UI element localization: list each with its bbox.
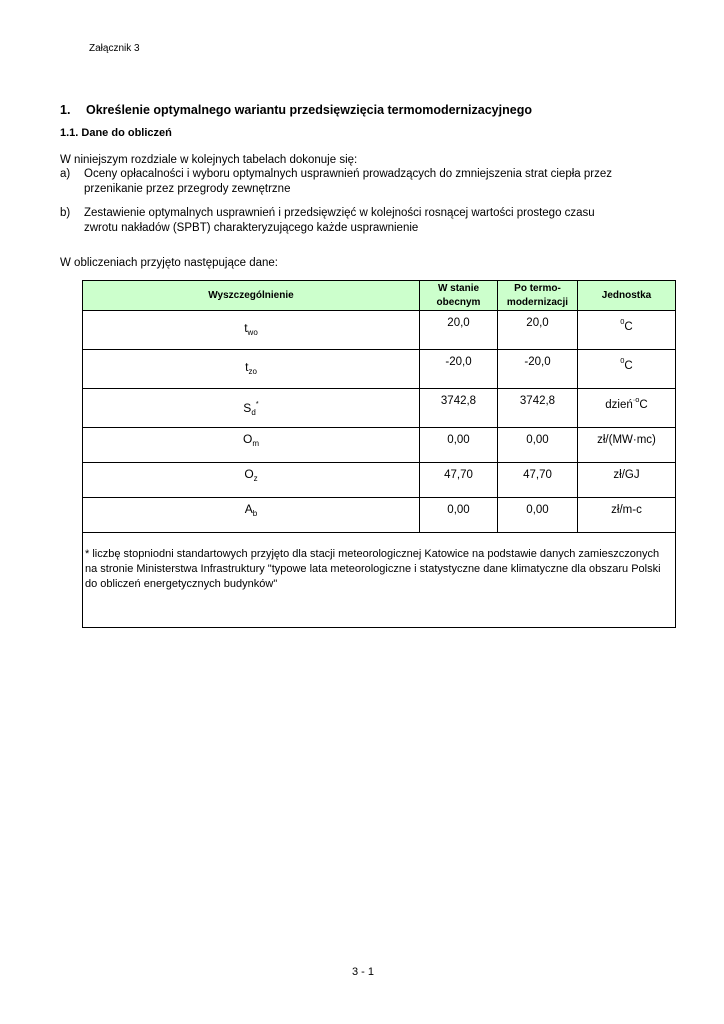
symbol-cell: $A_b$: [83, 498, 420, 533]
list-item-label: b): [60, 207, 71, 219]
after-value-cell: 47,70: [498, 463, 578, 498]
section-heading: [60, 103, 532, 117]
current-value-cell: 0,00: [420, 498, 498, 533]
after-value-cell: 0,00: [498, 498, 578, 533]
unit-cell: zł/(MW·mc): [578, 428, 676, 463]
after-value-cell: 20,0: [498, 311, 578, 350]
table-row: [83, 463, 676, 498]
unit-cell: zł/m-c: [578, 498, 676, 533]
header-current: [420, 281, 498, 311]
header-current-line2: obecnym: [436, 296, 481, 308]
current-value-cell: 20,0: [420, 311, 498, 350]
after-value-cell: 3742,8: [498, 389, 578, 428]
footnote-text: * liczbę stopniodni standartowych przyjęto dla stacji meteorologicznej Katowice na podstawie danych zamieszczonych na stronie Ministerstwa Infrastruktury "typowe lata meteorologiczne i statystyczne dane klimatyczne dla obszaru Polski do obliczeń energetycznych budynków": [83, 533, 676, 628]
header-after-line1: Po termo-: [514, 282, 561, 294]
current-value-cell: 3742,8: [420, 389, 498, 428]
intro-text: W niniejszym rozdziale w kolejnych tabelach dokonuje się:: [60, 154, 358, 166]
current-value-cell: 47,70: [420, 463, 498, 498]
symbol-cell: $O_m$: [83, 428, 420, 463]
page-number: 3 - 1: [352, 966, 375, 978]
section-title: Określenie optymalnego wariantu przedsięwzięcia termomodernizacyjnego: [86, 103, 532, 117]
current-value-cell: -20,0: [420, 350, 498, 389]
list-item-text: Oceny opłacalności i wyboru optymalnych usprawnień prowadzących do zmniejszenia strat ciepła przez przenikanie przez przegrody zewnętrzne: [84, 168, 612, 195]
list-item-text: Zestawienie optymalnych usprawnień i przedsięwzięć w kolejności rosnącej wartości prostego czasu zwrotu nakładów (SPBT) charakteryzującego każde usprawnienie: [84, 207, 595, 234]
table-header-row: [83, 281, 676, 311]
subsection-heading: 1.1. Dane do obliczeń: [60, 127, 172, 139]
current-value-cell: 0,00: [420, 428, 498, 463]
unit-cell: $^0$C: [578, 311, 676, 350]
unit-cell: zł/GJ: [578, 463, 676, 498]
header-after: [498, 281, 578, 311]
header-description: Wyszczególnienie: [83, 281, 420, 311]
section-number: 1.: [60, 103, 71, 117]
calc-intro-text: W obliczeniach przyjęto następujące dane:: [60, 257, 278, 269]
symbol-cell: $O_z$: [83, 463, 420, 498]
header-current-line1: W stanie: [437, 282, 480, 294]
annex-label: Załącznik 3: [89, 43, 140, 54]
footnote-row: [83, 533, 676, 628]
symbol-cell: $S_d^*$: [83, 389, 420, 428]
table-row: [83, 311, 676, 350]
after-value-cell: 0,00: [498, 428, 578, 463]
unit-cell: dzień$^{\cdot o}$C: [578, 389, 676, 428]
table-row: [83, 350, 676, 389]
table-row: [83, 389, 676, 428]
table-row: [83, 498, 676, 533]
header-after-line2: modernizacji: [506, 296, 569, 308]
table-row: [83, 428, 676, 463]
symbol-cell: $t_{wo}$: [83, 311, 420, 350]
input-data-table: [82, 280, 676, 628]
header-unit: Jednostka: [578, 281, 676, 311]
unit-cell: $^0$C: [578, 350, 676, 389]
symbol-cell: $t_{zo}$: [83, 350, 420, 389]
list-item-label: a): [60, 168, 71, 180]
after-value-cell: -20,0: [498, 350, 578, 389]
